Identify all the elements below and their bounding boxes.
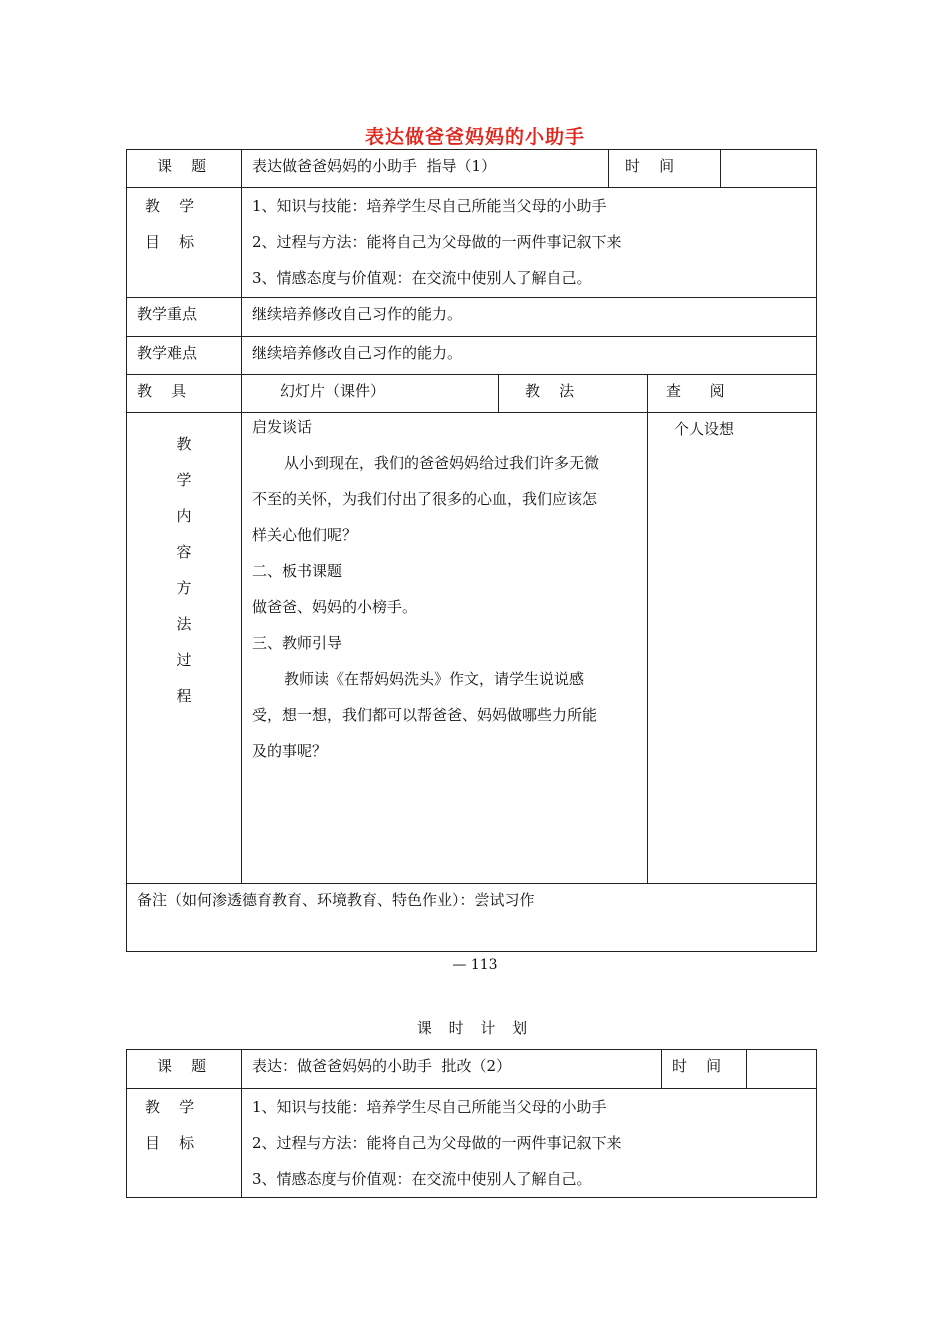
- process-label-char: 方: [176, 579, 192, 597]
- topic-label-cell: [127, 150, 242, 188]
- topic-label: 课 题: [157, 1057, 207, 1075]
- content-paragraph-line: 教师读《在帮妈妈洗头》作文，请学生说说感: [284, 670, 585, 688]
- goals-cell: [242, 1089, 817, 1198]
- time-label-cell: [609, 150, 721, 188]
- tools-label-cell: [127, 375, 242, 413]
- process-label-char: 内: [176, 507, 192, 525]
- document-title: 表达做爸爸妈妈的小助手: [364, 126, 585, 148]
- goal-knowledge: 1、知识与技能：培养学生尽自己所能当父母的小助手: [252, 1098, 607, 1116]
- difficulty-label: 教学难点: [137, 344, 198, 362]
- content-paragraph-line: 样关心他们呢？: [252, 526, 358, 544]
- topic-label-cell: [127, 1050, 242, 1089]
- goal-attitude: 3、情感态度与价值观：在交流中使别人了解自己。: [252, 1170, 592, 1188]
- process-label-char: 学: [176, 471, 192, 489]
- process-label-char: 法: [176, 615, 192, 633]
- content-paragraph-line: 受，想一想，我们都可以帮爸爸、妈妈做哪些力所能: [252, 706, 598, 724]
- goals-cell: [242, 188, 817, 298]
- goal-process: 2、过程与方法：能将自己为父母做的一两件事记叙下来: [252, 1134, 622, 1152]
- lesson-plan-table-2: [126, 1049, 817, 1198]
- notes-cell: [127, 884, 817, 952]
- topic-value: 表达做爸爸妈妈的小助手 指导（1）: [252, 157, 497, 175]
- method-label: 教 法: [525, 382, 575, 400]
- tools-value: 幻灯片（课件）: [280, 382, 386, 400]
- content-heading-board: 二、板书课题: [252, 562, 343, 580]
- time-label-cell: [662, 1050, 747, 1089]
- topic-value: 表达：做爸爸妈妈的小助手 批改（2）: [252, 1057, 512, 1075]
- goals-label-line-2: 目 标: [145, 1134, 195, 1152]
- lesson-plan-table-1: [126, 149, 817, 952]
- content-paragraph-line: 及的事呢？: [252, 742, 328, 760]
- topic-label: 课 题: [157, 157, 207, 175]
- process-label-char: 教: [176, 435, 192, 453]
- difficulty-value-cell: [242, 337, 817, 375]
- process-label-char: 程: [176, 687, 192, 705]
- focus-label: 教学重点: [137, 305, 198, 323]
- method-label-cell: [499, 375, 648, 413]
- time-value-cell: [747, 1050, 817, 1089]
- topic-value-cell: [242, 150, 609, 188]
- difficulty-label-cell: [127, 337, 242, 375]
- process-label-cell: [127, 413, 242, 884]
- goals-label-cell: [127, 188, 242, 298]
- goal-attitude: 3、情感态度与价值观：在交流中使别人了解自己。: [252, 269, 592, 287]
- goal-process: 2、过程与方法：能将自己为父母做的一两件事记叙下来: [252, 233, 622, 251]
- focus-value-cell: [242, 298, 817, 337]
- tools-value-cell: [242, 375, 499, 413]
- focus-label-cell: [127, 298, 242, 337]
- tools-label: 教 具: [137, 382, 187, 400]
- difficulty-value: 继续培养修改自己习作的能力。: [252, 344, 463, 362]
- process-label-char: 容: [176, 543, 192, 561]
- time-label: 时 间: [672, 1057, 722, 1075]
- content-heading-talk: 启发谈话: [252, 418, 313, 436]
- topic-value-cell: [242, 1050, 662, 1089]
- personal-notes-cell: [648, 413, 817, 884]
- goals-label-cell: [127, 1089, 242, 1198]
- time-label: 时 间: [625, 157, 675, 175]
- goals-label-line-1: 教 学: [145, 197, 195, 215]
- notes-text: 备注（如何渗透德育教育、环境教育、特色作业）：尝试习作: [137, 891, 535, 909]
- goal-knowledge: 1、知识与技能：培养学生尽自己所能当父母的小助手: [252, 197, 607, 215]
- review-label-cell: [648, 375, 817, 413]
- content-paragraph-line: 从小到现在，我们的爸爸妈妈给过我们许多无微: [284, 454, 600, 472]
- content-paragraph-line: 不至的关怀，为我们付出了很多的心血，我们应该怎: [252, 490, 598, 508]
- personal-notes-label: 个人设想: [674, 420, 735, 438]
- goals-label-line-1: 教 学: [145, 1098, 195, 1116]
- section-heading: 课 时 计 划: [416, 1019, 534, 1037]
- process-content-cell: [242, 413, 648, 884]
- goals-label-line-2: 目 标: [145, 233, 195, 251]
- time-value-cell: [721, 150, 817, 188]
- content-heading-guide: 三、教师引导: [252, 634, 343, 652]
- focus-value: 继续培养修改自己习作的能力。: [252, 305, 463, 323]
- page-number: — 113: [452, 957, 498, 973]
- content-paragraph-line: 做爸爸、妈妈的小榜手。: [252, 598, 418, 616]
- process-label-char: 过: [176, 651, 192, 669]
- review-label: 查 阅: [666, 382, 725, 400]
